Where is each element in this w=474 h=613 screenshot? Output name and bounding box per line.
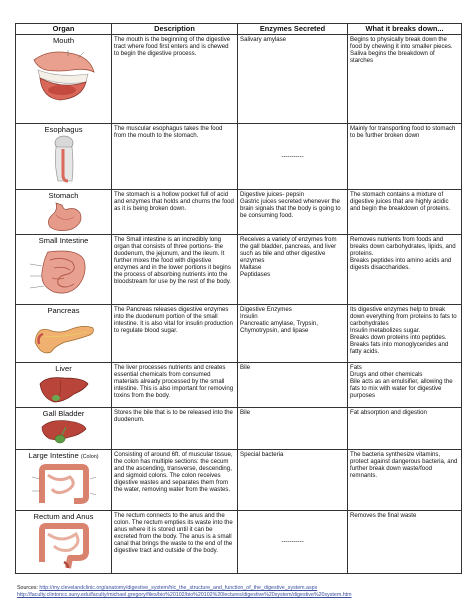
- organ-name-main: Large Intestine: [28, 451, 79, 460]
- breaks-down-cell: [348, 190, 462, 235]
- liver-icon: [38, 374, 90, 406]
- organ-name: Mouth: [52, 36, 75, 45]
- organ-cell: [16, 235, 112, 305]
- breaks-down-cell: [348, 450, 462, 511]
- breaks-down-line: Removes the final waste: [350, 512, 417, 519]
- enzymes-cell: [238, 450, 348, 511]
- organ-name: Esophagus: [44, 125, 83, 134]
- enzyme-line: Special bacteria: [240, 451, 284, 458]
- breaks-down-cell: [348, 35, 462, 124]
- organ-name: Pancreas: [47, 306, 80, 315]
- table-row: [16, 124, 462, 190]
- header-organ: Organ: [16, 24, 112, 35]
- enzymes-cell: [238, 408, 348, 450]
- table-row: [16, 408, 462, 450]
- description-cell: Consisting of around 6ft. of muscular tissue, the colon has multiple sections: the cecum and the ascending, transverse, descending, and sigmoid colons. The colon receives digestive wastes and separates them from the water, removing water from the wastes.: [112, 450, 238, 511]
- enzyme-line: Digestive Enzymes: [240, 306, 292, 313]
- breaks-down-line: Begins to physically break down the food by chewing it into smaller pieces.: [350, 36, 453, 51]
- enzyme-line: Gastric juices secreted whenever the brain signals that the body is going to be consuming food.: [240, 198, 341, 220]
- organ-cell: [16, 305, 112, 363]
- enzyme-line: Bile: [240, 409, 251, 416]
- breaks-down-cell: [348, 363, 462, 408]
- breaks-down-line: Removes nutrients from foods and breaks down carbohydrates, lipids, and proteins.: [350, 236, 456, 258]
- description-cell: The Small intestine is an incredibly long organ that consists of three portions- the duodenum, the jejunum, and the ileum. It further mixes the food with digestive enzymes and in the lower portions it begins the process of absorbing nutrients into the bloodstream for use by the rest of the body.: [112, 235, 238, 305]
- sources-block: [17, 585, 462, 599]
- description-cell: The rectum connects to the anus and the colon. The rectum empties its waste into the anus where it is stored until it can be excreted from the body. The anus is a small canal that brings the waste to the end of the digestive tract and outside of the body.: [112, 511, 238, 574]
- organ-cell: [16, 124, 112, 190]
- breaks-down-line: Mainly for transporting food to stomach to be further broken down: [350, 125, 456, 140]
- esophagus-icon: [44, 135, 84, 185]
- organ-name: Rectum and Anus: [33, 512, 94, 521]
- organ-name: Liver: [55, 364, 72, 373]
- enzymes-cell: [238, 124, 348, 190]
- header-description: Description: [112, 24, 238, 35]
- organ-name: Stomach: [48, 191, 79, 200]
- organ-cell: [16, 450, 112, 511]
- enzyme-line: Salivary amylase: [240, 36, 287, 43]
- enzyme-line: Peptidases: [240, 271, 271, 279]
- table-row: [16, 235, 462, 305]
- breaks-down-line: Fats: [350, 364, 362, 371]
- enzymes-cell: [238, 511, 348, 574]
- gall-bladder-icon: [40, 419, 88, 447]
- pancreas-icon: [31, 316, 97, 358]
- breaks-down-cell: [348, 235, 462, 305]
- description-cell: The muscular esophagus takes the food from the mouth to the stomach.: [112, 124, 238, 190]
- breaks-down-line: The stomach contains a mixture of digestive juices that are highly acidic and begin the breakdown of proteins.: [350, 191, 451, 213]
- breaks-down-line: Fat absorption and digestion: [350, 409, 427, 416]
- source-link[interactable]: http://my.clevelandclinic.org/anatomy/digestive_system/hic_the_structure_and_function_of_the_digestive_system.aspx: [39, 585, 318, 591]
- organ-cell: [16, 408, 112, 450]
- source-link[interactable]: http://faculty.clintoncc.suny.edu/faculty/michael.gregory/files/bio%20102/bio%20102%20lectures/digestive%20system/digestive%20system.htm: [17, 592, 352, 598]
- sources-label: Sources:: [17, 585, 38, 591]
- organ-name: Small Intestine: [38, 236, 89, 245]
- enzyme-line: Maltase: [240, 264, 262, 272]
- breaks-down-cell: [348, 408, 462, 450]
- rectum-icon: [32, 522, 96, 570]
- description-cell: The liver processes nutrients and creates essential chemicals from consumed materials already processed by the small intestine. This is also important for removing toxins from the body.: [112, 363, 238, 408]
- breaks-down-cell: [348, 305, 462, 363]
- description-cell: The stomach is a hollow pocket full of acid and enzymes that holds and churns the food as it is being broken down.: [112, 190, 238, 235]
- breaks-down-line: Breaks down proteins into peptides.: [350, 334, 447, 342]
- breaks-down-cell: [348, 511, 462, 574]
- table-row: [16, 305, 462, 363]
- digestive-system-table: [15, 23, 462, 574]
- enzyme-line: Bile: [240, 364, 251, 371]
- table-row: [16, 190, 462, 235]
- breaks-down-line: Insulin metabolizes sugar.: [350, 327, 421, 335]
- breaks-down-line: Bile acts as an emulsifier, allowing the fats to mix with water for digestive purposes: [350, 378, 453, 400]
- table-row: [16, 35, 462, 124]
- table-row: [16, 511, 462, 574]
- large-intestine-icon: [30, 463, 98, 505]
- breaks-down-line: The bacteria synthesize vitamins, protect against dangerous bacteria, and further break down waste/food remnants.: [350, 451, 458, 480]
- breaks-down-cell: [348, 124, 462, 190]
- stomach-icon: [42, 201, 86, 233]
- organ-cell: [16, 511, 112, 574]
- organ-cell: [16, 363, 112, 408]
- breaks-down-line: Breaks fats into monoglycerides and fatty acids.: [350, 341, 449, 356]
- enzyme-line: Digestive juices- pepsin: [240, 191, 305, 198]
- enzyme-line: -----------: [281, 152, 304, 160]
- enzyme-line: Pancreatic amylase, Trypsin, Chymotrypsin, and lipase: [240, 320, 318, 335]
- enzymes-cell: [238, 190, 348, 235]
- header-row: [16, 24, 462, 35]
- enzyme-line: -----------: [281, 538, 304, 546]
- breaks-down-line: Saliva begins the breakdown of starches: [350, 50, 435, 65]
- organ-cell: [16, 190, 112, 235]
- mouth-icon: [28, 46, 100, 108]
- organ-cell: [16, 35, 112, 124]
- organ-name-note: (Colon): [80, 454, 99, 460]
- breaks-down-line: Breaks peptides into amino acids and digests disaccharides.: [350, 257, 452, 272]
- breaks-down-line: Drugs and other chemicals: [350, 371, 423, 379]
- enzymes-cell: [238, 235, 348, 305]
- small-intestine-icon: [28, 246, 100, 300]
- breaks-down-line: Its digestive enzymes help to break down everything from proteins to fats to carbohydrates: [350, 306, 457, 328]
- enzymes-cell: [238, 35, 348, 124]
- header-breaks-down: What it breaks down...: [348, 24, 462, 35]
- table-row: [16, 363, 462, 408]
- organ-name: [18, 451, 109, 462]
- header-enzymes: Enzymes Secreted: [238, 24, 348, 35]
- enzymes-cell: [238, 305, 348, 363]
- organ-name: Gall Bladder: [42, 409, 85, 418]
- enzyme-line: Insulin: [240, 313, 258, 321]
- description-cell: The Pancreas releases digestive enzymes into the duodenum portion of the small intestine. It is also vital for insulin production to regulate blood sugar.: [112, 305, 238, 363]
- enzyme-line: Receives a variety of enzymes from the gall bladder, pancreas, and liver such as bile and other digestive enzymes: [240, 236, 337, 265]
- table-row: [16, 450, 462, 511]
- enzymes-cell: [238, 363, 348, 408]
- description-cell: The mouth is the beginning of the digestive tract where food first enters and is chewed to begin the digestive process.: [112, 35, 238, 124]
- description-cell: Stores the bile that is to be released into the duodenum.: [112, 408, 238, 450]
